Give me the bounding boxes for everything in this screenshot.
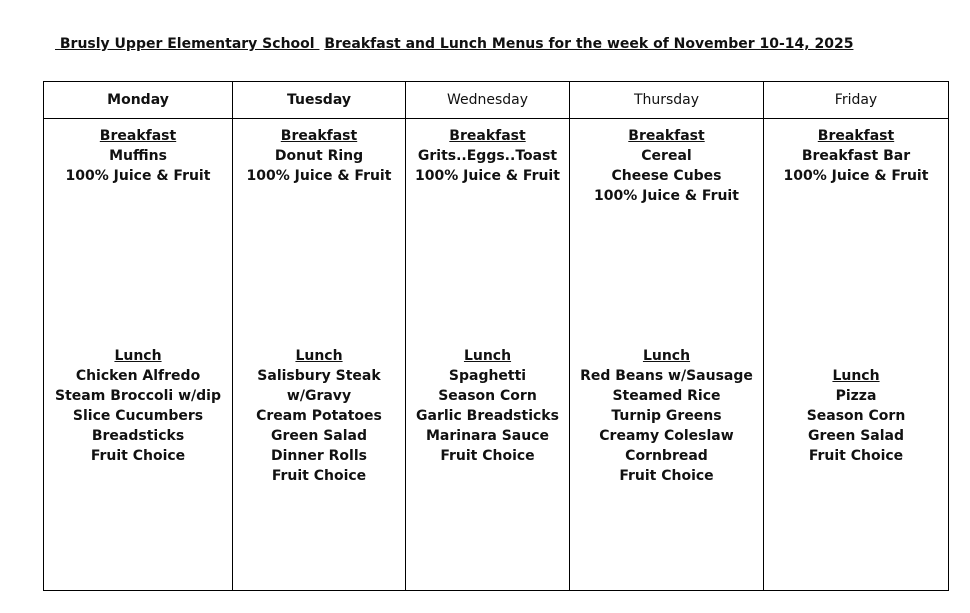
menu-item: Red Beans w/Sausage xyxy=(580,368,753,384)
breakfast-section xyxy=(764,126,948,186)
menu-title: Breakfast and Lunch Menus for the week of November 10-14, 2025 xyxy=(324,36,854,52)
lunch-section xyxy=(233,346,405,486)
menu-item: Pizza xyxy=(835,388,877,404)
menu-item: 100% Juice & Fruit xyxy=(415,168,560,184)
menu-item: Chicken Alfredo xyxy=(75,368,201,384)
menu-item: Cheese Cubes xyxy=(611,168,722,184)
menu-row xyxy=(44,119,949,591)
menu-item: Cream Potatoes xyxy=(256,408,382,424)
menu-item: Steamed Rice xyxy=(612,388,721,404)
menu-item: Marinara Sauce xyxy=(425,428,549,444)
breakfast-heading: Breakfast xyxy=(99,128,177,144)
lunch-heading: Lunch xyxy=(642,348,691,364)
day-cell-monday xyxy=(44,119,233,591)
menu-item: Turnip Greens xyxy=(611,408,722,424)
menu-item: Season Corn xyxy=(438,388,537,404)
day-cell-friday xyxy=(764,119,949,591)
menu-item: Green Salad xyxy=(807,428,905,444)
day-header-tuesday: Tuesday xyxy=(233,82,406,119)
day-header-friday: Friday xyxy=(764,82,949,119)
menu-item: Grits..Eggs..Toast xyxy=(417,148,558,164)
lunch-section xyxy=(44,346,232,466)
menu-item: Breadsticks xyxy=(91,428,185,444)
menu-item: Slice Cucumbers xyxy=(72,408,204,424)
day-cell-tuesday xyxy=(233,119,406,591)
lunch-section xyxy=(764,366,948,466)
lunch-section xyxy=(406,346,569,466)
lunch-heading: Lunch xyxy=(463,348,512,364)
menu-item: Muffins xyxy=(109,148,167,164)
menu-item: 100% Juice & Fruit xyxy=(594,188,739,204)
day-header-thursday: Thursday xyxy=(570,82,764,119)
menu-item: 100% Juice & Fruit xyxy=(246,168,392,184)
breakfast-heading: Breakfast xyxy=(449,128,526,144)
menu-item: Breakfast Bar xyxy=(801,148,911,164)
menu-item: 100% Juice & Fruit xyxy=(783,168,929,184)
breakfast-heading: Breakfast xyxy=(628,128,705,144)
day-cell-wednesday xyxy=(406,119,570,591)
menu-item: Fruit Choice xyxy=(271,468,367,484)
school-name: Brusly Upper Elementary School xyxy=(55,36,320,52)
lunch-heading: Lunch xyxy=(295,348,343,364)
breakfast-heading: Breakfast xyxy=(280,128,358,144)
menu-item: Fruit Choice xyxy=(90,448,186,464)
breakfast-section xyxy=(570,126,763,206)
menu-item: Cornbread xyxy=(625,448,708,464)
menu-item: Dinner Rolls xyxy=(271,448,367,464)
breakfast-section xyxy=(44,126,232,186)
header-row xyxy=(44,82,949,119)
menu-item: Fruit Choice xyxy=(619,468,714,484)
menu-item: Cereal xyxy=(641,148,692,164)
day-header-monday: Monday xyxy=(44,82,233,119)
menu-item: Creamy Coleslaw xyxy=(599,428,734,444)
menu-item: Spaghetti xyxy=(448,368,527,384)
menu-item: Fruit Choice xyxy=(440,448,535,464)
menu-item: Season Corn xyxy=(806,408,906,424)
lunch-heading: Lunch xyxy=(832,368,880,384)
menu-item: Green Salad xyxy=(270,428,368,444)
menu-item: 100% Juice & Fruit xyxy=(65,168,211,184)
menu-item: w/Gravy xyxy=(286,388,352,404)
menu-item: Fruit Choice xyxy=(808,448,904,464)
menu-item: Steam Broccoli w/dip xyxy=(55,388,221,404)
menu-item: Donut Ring xyxy=(274,148,364,164)
page-title xyxy=(55,36,853,52)
lunch-heading: Lunch xyxy=(114,348,162,364)
breakfast-heading: Breakfast xyxy=(817,128,895,144)
breakfast-section xyxy=(406,126,569,186)
menu-table xyxy=(43,81,949,591)
lunch-section xyxy=(570,346,763,486)
menu-item: Garlic Breadsticks xyxy=(416,408,559,424)
day-cell-thursday xyxy=(570,119,764,591)
menu-item: Salisbury Steak xyxy=(257,368,381,384)
day-header-wednesday: Wednesday xyxy=(406,82,570,119)
breakfast-section xyxy=(233,126,405,186)
